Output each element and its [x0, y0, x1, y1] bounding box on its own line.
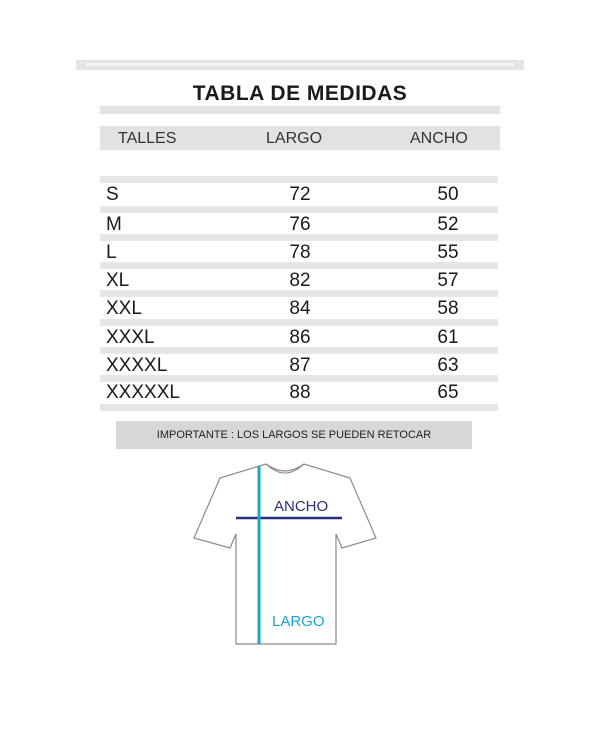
row-divider	[100, 176, 498, 183]
ancho-label: ANCHO	[274, 498, 329, 515]
table-row	[0, 355, 600, 383]
important-note: IMPORTANTE : LOS LARGOS SE PUEDEN RETOCAR	[116, 421, 472, 449]
ancho-cell: 58	[437, 298, 459, 319]
title-underline	[100, 106, 500, 114]
top-divider	[76, 60, 524, 70]
ancho-cell: 63	[437, 355, 459, 376]
largo-cell: 88	[289, 382, 311, 403]
largo-cell: 78	[289, 242, 311, 263]
size-cell: XL	[106, 270, 130, 291]
header-ancho: ANCHO	[410, 130, 468, 147]
size-cell: XXXXL	[106, 355, 168, 376]
table-row	[0, 184, 600, 212]
ancho-cell: 50	[437, 184, 459, 205]
largo-cell: 84	[289, 298, 311, 319]
ancho-cell: 61	[437, 327, 459, 348]
page-title: TABLA DE MEDIDAS	[192, 82, 408, 105]
ancho-cell: 65	[437, 382, 459, 403]
largo-cell: 82	[289, 270, 311, 291]
largo-cell: 76	[289, 214, 311, 235]
size-cell: S	[106, 184, 119, 205]
table-row	[0, 298, 600, 326]
largo-cell: 72	[289, 184, 311, 205]
ancho-cell: 55	[437, 242, 459, 263]
table-row	[0, 382, 600, 410]
largo-cell: 86	[289, 327, 311, 348]
size-cell: XXL	[106, 298, 142, 319]
table-row	[0, 214, 600, 242]
table-row	[0, 327, 600, 355]
size-cell: L	[106, 242, 117, 263]
header-largo: LARGO	[266, 130, 323, 147]
tshirt-diagram	[180, 458, 390, 654]
table-row	[0, 270, 600, 298]
size-cell: XXXL	[106, 327, 155, 348]
size-cell: XXXXXL	[106, 382, 180, 403]
size-cell: M	[106, 214, 122, 235]
table-row	[0, 242, 600, 270]
ancho-cell: 57	[437, 270, 459, 291]
header-talles: TALLES	[118, 130, 177, 147]
largo-label: LARGO	[272, 613, 325, 630]
largo-cell: 87	[289, 355, 311, 376]
ancho-cell: 52	[437, 214, 459, 235]
